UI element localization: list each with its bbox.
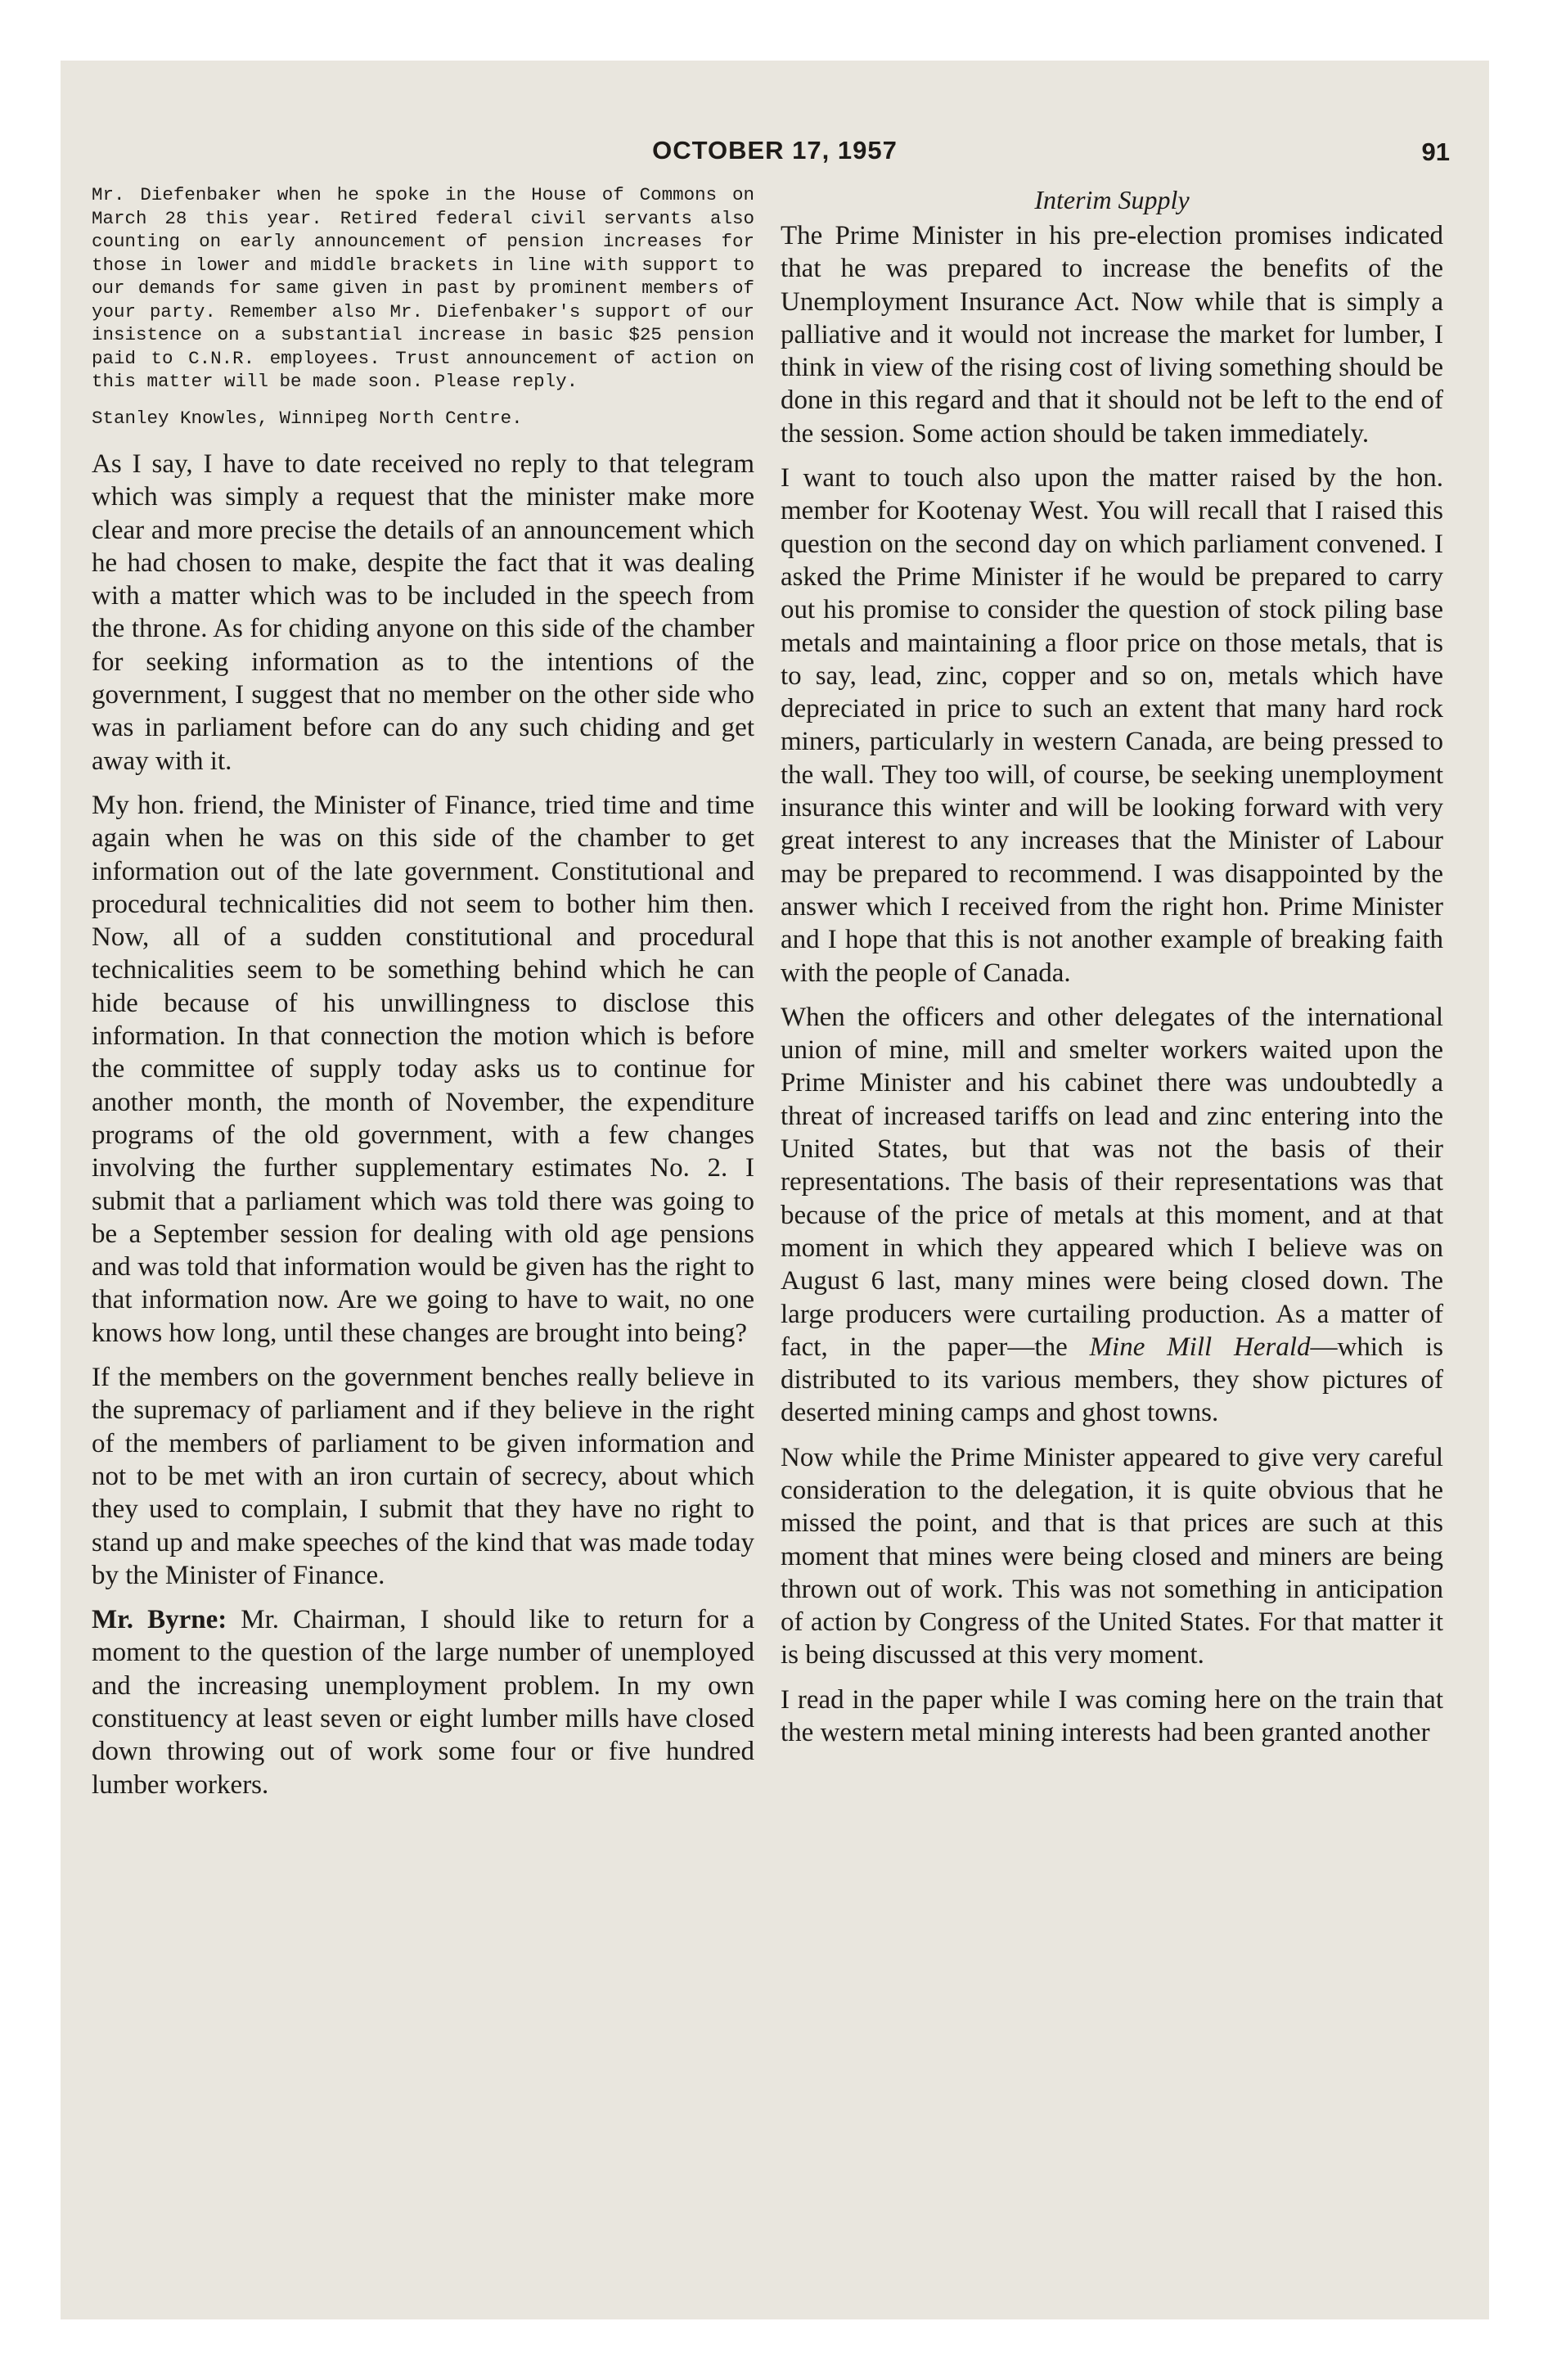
speaker-name: Mr. Byrne: [92,1605,227,1635]
running-head: Interim Supply [1034,185,1190,214]
telegram-text [92,183,754,430]
header-date: OCTOBER 17, 1957 [652,136,898,165]
paragraph: I want to touch also upon the matter raised by the hon. member for Kootenay West. You will recall that I raised this question on the second day on which parliament convened. I asked the Prime Minister if he would be prepared to carry out his promise to consider the question of stock piling base metals and maintaining a floor price on those metals, that is to say, lead, zinc, copper and so on, metals which have depreciated in price to such an extent that many hard rock miners, particularly in western Canada, are being pressed to the wall. They too will, of course, be seeking unemployment insurance this winter and will be looking forward with very great interest to any increases that the Minister of Labour may be prepared to recommend. I was disappointed by the answer which I received from the right hon. Prime Minister and I hope that this is not another example of breaking faith with the people of Canada. [781,463,1443,988]
telegram-paragraph: Mr. Diefenbaker when he spoke in the House of Commons on March 28 this year. Retired federal civil servants also counting on early announcement of pension increases for those in lower and middle brackets in line with support to our demands for same given in past by prominent members of your party. Remember also Mr. Diefenbaker's support of our insistence on a substantial increase in basic $25 pension paid to C.N.R. employees. Trust announcement of action on this matter will be made soon. Please reply. [92,184,754,392]
telegram-signature: Stanley Knowles, Winnipeg North Centre. [92,407,523,429]
left-body [92,448,754,1801]
paragraph-text: When the officers and other delegates of the international union of mine, mill and smelter workers waited upon the Prime Minister and his cabinet there was undoubtedly a threat of increased tariffs on lead and zinc entering into the United States, but that was not the basis of their representations. The basis of their representations was that because of the price of metals at this moment, and at that moment in which they appeared which I believe was on August 6 last, many mines were being closed down. The large producers were curtailing production. As a matter of fact, in the paper—the [781,1002,1443,1362]
page-header [61,136,1489,177]
paragraph-text: —which is distributed to its various members, they show pictures of deserted mining camps and ghost towns. [781,1332,1443,1428]
right-body [781,219,1443,1749]
speaker-paragraph [92,1603,754,1801]
newspaper-title: Mine Mill Herald [1089,1332,1311,1362]
paragraph: Now while the Prime Minister appeared to give very careful consideration to the delegation, it is quite obvious that he missed the point, and that is that prices are such at this moment that mines were being closed and miners are being thrown out of work. This was not something in anticipation of action by Congress of the United States. For that matter it is being discussed at this very moment. [781,1442,1443,1670]
paragraph [781,1001,1443,1430]
page-scan [61,61,1489,2319]
paragraph: My hon. friend, the Minister of Finance, tried time and time again when he was on this side of the chamber to get information out of the late government. Constitutional and procedural technicalities did not seem to bother him then. Now, all of a sudden constitutional and procedural technicalities seem to be something behind which he can hide because of his unwillingness to disclose this information. In that connection the motion which is before the committee of supply today asks us to continue for another month, the month of November, the expenditure programs of the old government, with a few changes involving the further supplementary estimates No. 2. I submit that a parliament which was told there was going to be a September session for dealing with old age pensions and was told that information would be given has the right to that information now. Are we going to have to wait, no one knows how long, until these changes are brought into being? [92,790,754,1348]
paragraph: If the members on the government benches really believe in the supremacy of parliament and if they believe in the right of the members of parliament to be given information and not to be met with an iron curtain of secrecy, about which they used to complain, I submit that they have no right to stand up and make speeches of the kind that was made today by the Minister of Finance. [92,1363,754,1590]
paragraph: As I say, I have to date received no reply to that telegram which was simply a request that the minister make more clear and more precise the details of an announcement which he had chosen to make, despite the fact that it was dealing with a matter which was to be included in the speech from the throne. As for chiding anyone on this side of the chamber for seeking information as to the intentions of the government, I suggest that no member on the other side who was in parliament before can do any such chiding and get away with it. [92,449,754,776]
right-column [781,183,1443,1760]
page-number: 91 [1421,137,1450,166]
speaker-text: Mr. Chairman, I should like to return for a moment to the question of the large number of unemployed and the increasing unemployment problem. In my own constituency at least seven or eight lumber mills have closed down throwing out of work some four or five hundred lumber workers. [92,1605,754,1800]
paragraph: I read in the paper while I was coming here on the train that the western metal mining interests had been granted another [781,1684,1443,1748]
left-column [92,183,754,1813]
paragraph: The Prime Minister in his pre-election promises indicated that he was prepared to increase the benefits of the Unemployment Insurance Act. Now while that is simply a palliative and it would not increase the market for lumber, I think in view of the rising cost of living something should be done in this regard and that it should not be left to the end of the session. Some action should be taken immediately. [781,221,1443,449]
